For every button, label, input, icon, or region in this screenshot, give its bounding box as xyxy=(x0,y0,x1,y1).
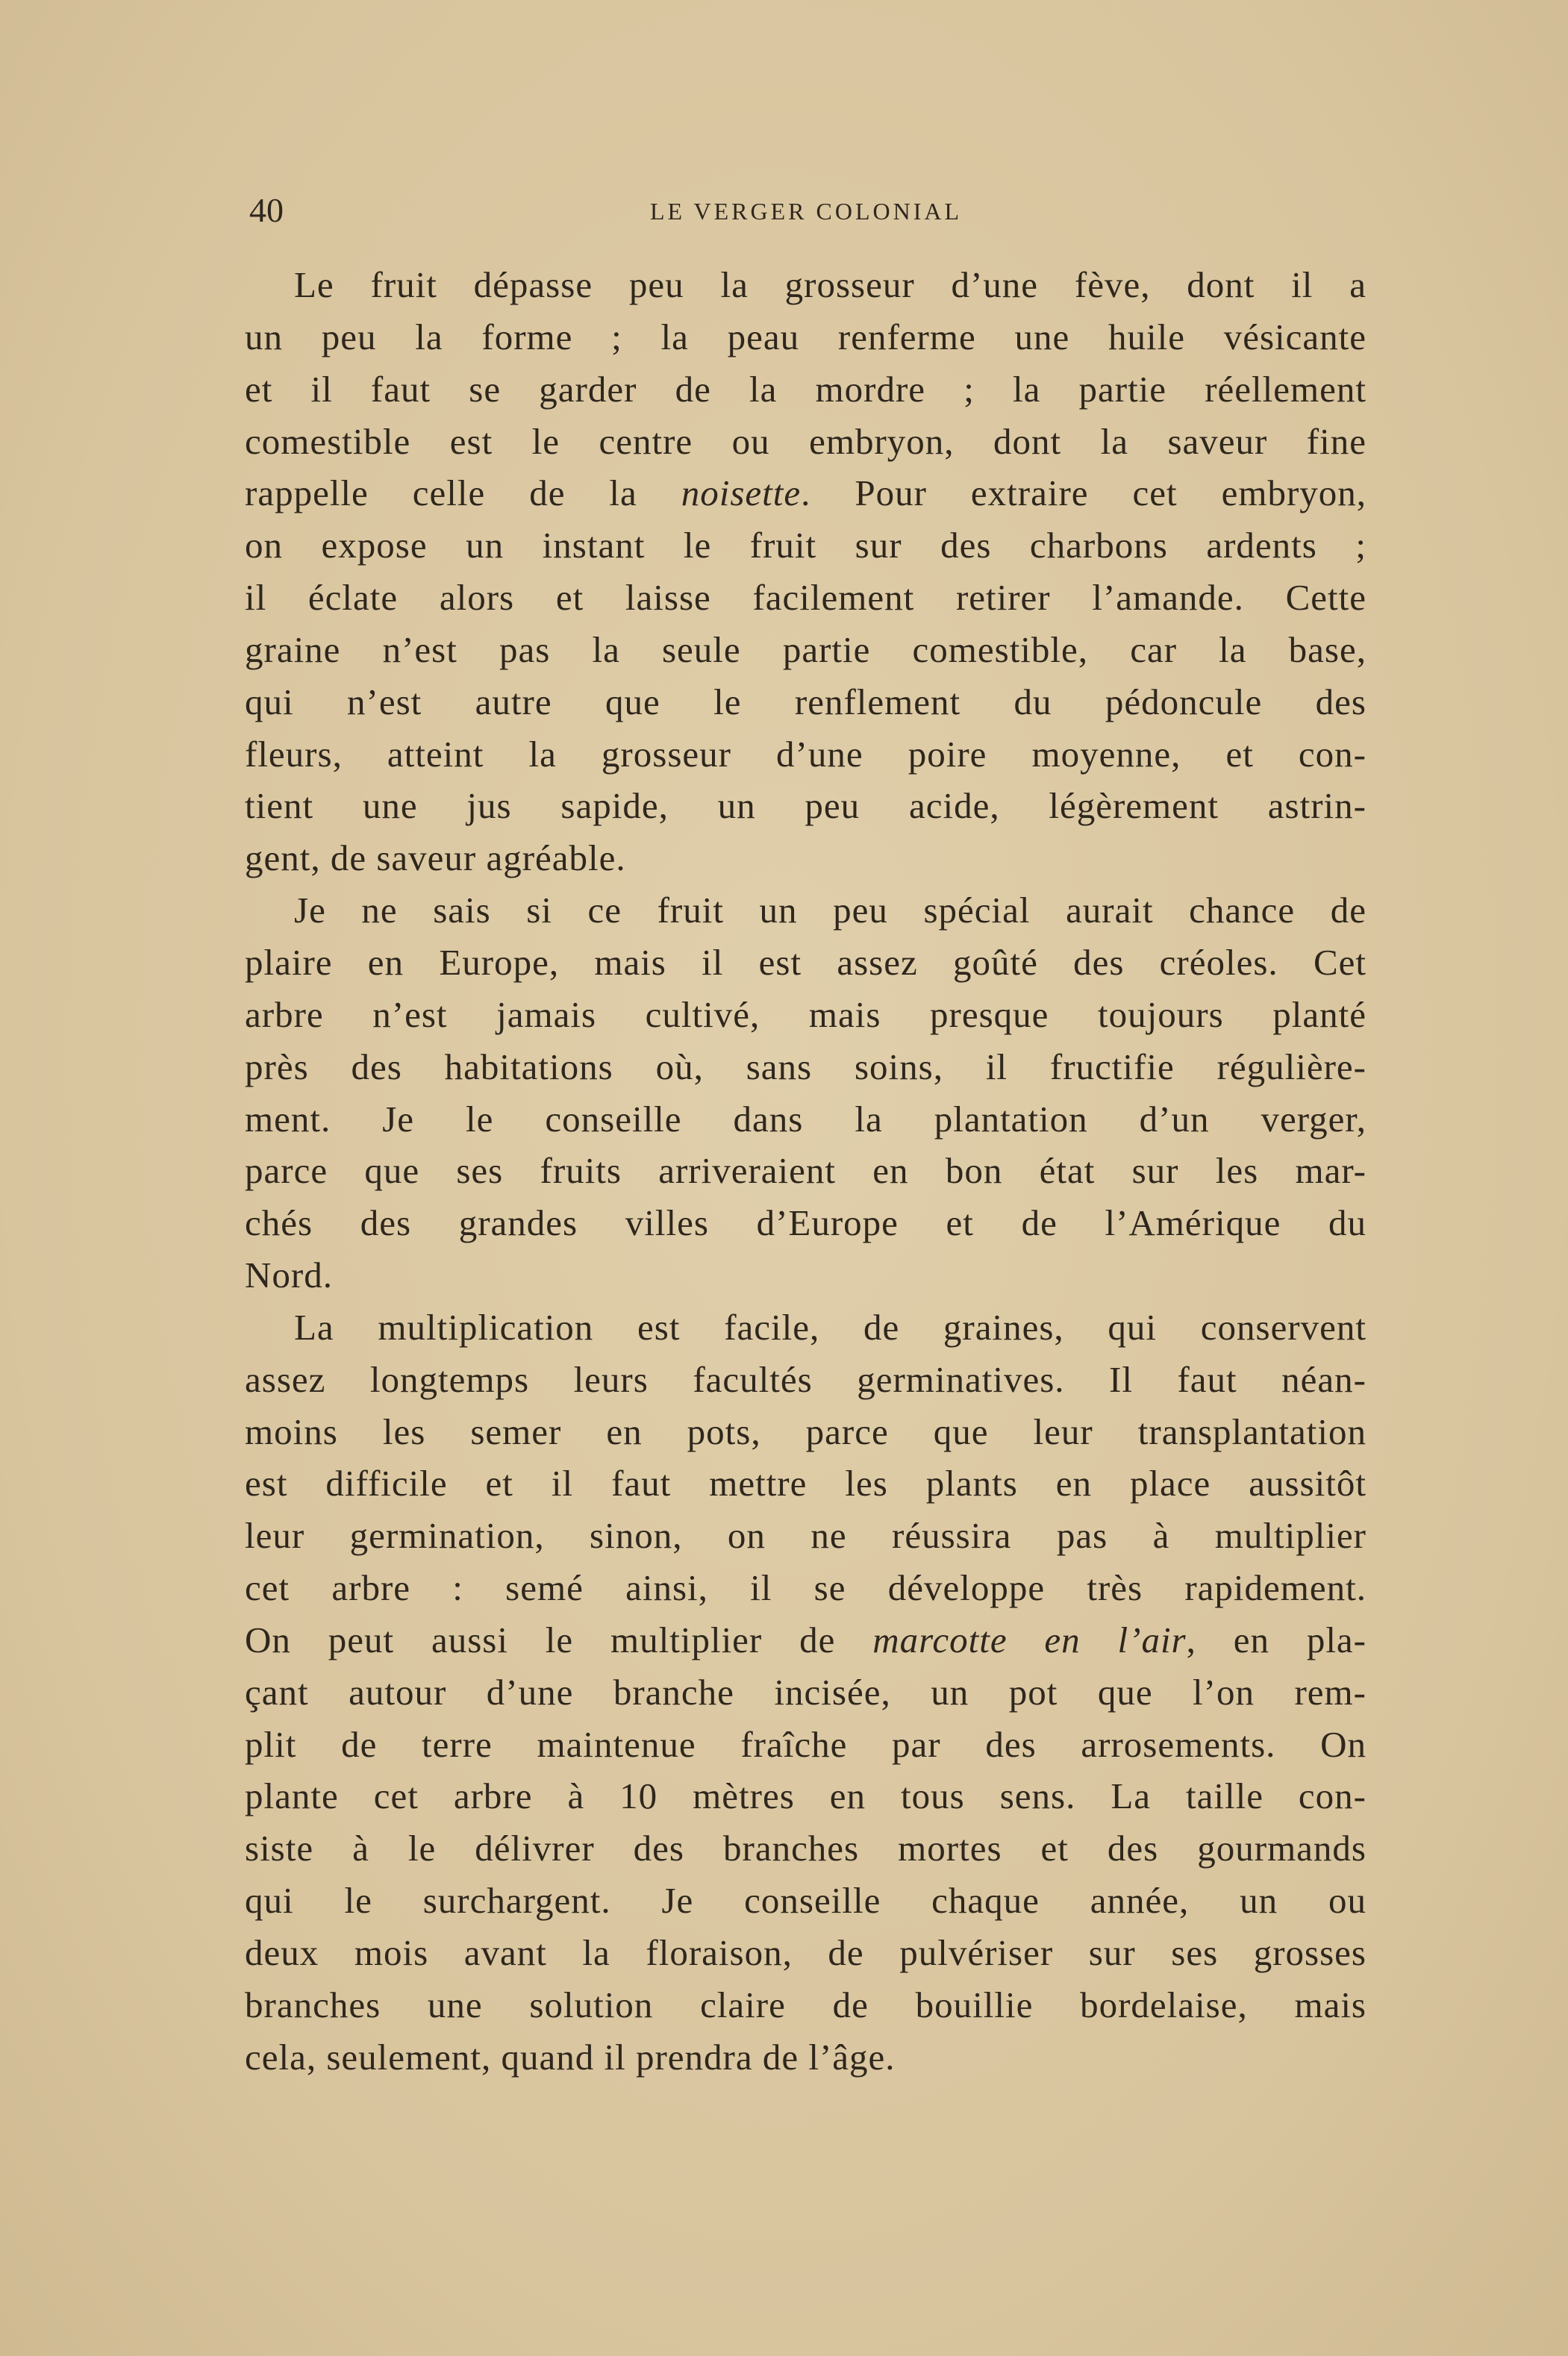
text-line xyxy=(245,519,1366,572)
text-segment: chés des grandes villes d’Europe et de l’Amérique du xyxy=(245,1202,1366,1244)
text-line xyxy=(245,884,1366,937)
text-line xyxy=(245,1562,1366,1614)
text-segment: fleurs, atteint la grosseur d’une poire moyenne, et con- xyxy=(245,733,1366,775)
text-segment: , en pla- xyxy=(1186,1619,1366,1660)
text-segment: parce que ses fruits arriveraient en bon état sur les mar- xyxy=(245,1150,1366,1192)
text-line xyxy=(245,416,1366,468)
text-segment: On peut aussi le multiplier de xyxy=(245,1619,873,1660)
text-line xyxy=(245,937,1366,989)
text-segment: Je ne sais si ce fruit un peu spécial aurait chance de xyxy=(294,890,1366,931)
text-line xyxy=(245,1457,1366,1510)
text-segment: La multiplication est facile, de graines, qui conservent xyxy=(294,1306,1366,1348)
text-segment: plaire en Europe, mais il est assez goûté des créoles. Cet xyxy=(245,941,1366,983)
text-line xyxy=(245,1510,1366,1562)
running-title: LE VERGER COLONIAL xyxy=(649,198,963,225)
text-segment: et il faut se garder de la mordre ; la partie réellement xyxy=(245,368,1366,410)
text-line xyxy=(245,1354,1366,1406)
text-segment: il éclate alors et laisse facilement retirer l’amande. Cette xyxy=(245,577,1366,619)
text-segment: est difficile et il faut mettre les plants en place aussitôt xyxy=(245,1463,1366,1504)
text-line xyxy=(245,311,1366,363)
text-line xyxy=(245,259,1366,311)
text-line xyxy=(245,989,1366,1041)
text-segment: qui n’est autre que le renflement du pédoncule des xyxy=(245,681,1366,722)
text-segment: moins les semer en pots, parce que leur transplantation xyxy=(245,1410,1366,1452)
text-segment: près des habitations où, sans soins, il fructifie régulière- xyxy=(245,1046,1366,1087)
page-number: 40 xyxy=(249,191,284,229)
text-line xyxy=(245,1927,1366,1979)
text-line xyxy=(245,832,1366,884)
text-line xyxy=(245,728,1366,781)
text-segment: arbre n’est jamais cultivé, mais presque toujours planté xyxy=(245,993,1366,1035)
text-line xyxy=(245,676,1366,728)
text-segment: qui le surchargent. Je conseille chaque année, un ou xyxy=(245,1880,1366,1922)
text-line xyxy=(245,2031,1366,2084)
text-segment: siste à le délivrer des branches mortes et des gourmands xyxy=(245,1828,1366,1869)
text-line xyxy=(245,1666,1366,1719)
text-segment: cet arbre : semé ainsi, il se développe très rapidement. xyxy=(245,1567,1366,1609)
text-line xyxy=(245,1302,1366,1354)
text-line xyxy=(245,1041,1366,1093)
text-line xyxy=(245,1145,1366,1197)
text-segment: gent, de saveur agréable. xyxy=(245,837,626,879)
text-segment: Nord. xyxy=(245,1254,333,1296)
text-segment: un peu la forme ; la peau renferme une huile vésicante xyxy=(245,316,1366,357)
text-line xyxy=(245,1770,1366,1822)
text-line xyxy=(245,1197,1366,1249)
text-line xyxy=(245,467,1366,519)
text-line xyxy=(245,1406,1366,1458)
text-segment: leur germination, sinon, on ne réussira pas à multiplier xyxy=(245,1515,1366,1557)
text-line xyxy=(245,363,1366,416)
text-segment: tient une jus sapide, un peu acide, légèrement astrin- xyxy=(245,785,1366,827)
text-line xyxy=(245,624,1366,676)
text-segment: graine n’est pas la seule partie comestible, car la base, xyxy=(245,628,1366,670)
text-segment: ment. Je le conseille dans la plantation d’un verger, xyxy=(245,1098,1366,1140)
text-segment: Le fruit dépasse peu la grosseur d’une fève, dont il a xyxy=(294,264,1366,305)
text-segment: branches une solution claire de bouillie bordelaise, mais xyxy=(245,1984,1366,2025)
text-line xyxy=(245,572,1366,624)
text-line xyxy=(245,1719,1366,1771)
text-segment: plit de terre maintenue fraîche par des arrosements. On xyxy=(245,1723,1366,1765)
italic-text: noisette xyxy=(681,472,802,514)
text-segment: plante cet arbre à 10 mètres en tous sens. La taille con- xyxy=(245,1775,1366,1817)
text-segment: comestible est le centre ou embryon, dont la saveur fine xyxy=(245,420,1366,462)
text-segment: deux mois avant la floraison, de pulvériser sur ses grosses xyxy=(245,1932,1366,1973)
text-line xyxy=(245,1875,1366,1927)
text-segment: on expose un instant le fruit sur des charbons ardents ; xyxy=(245,525,1366,566)
text-segment: rappelle celle de la xyxy=(245,472,681,514)
body-text xyxy=(245,259,1366,2084)
italic-text: marcotte en l’air xyxy=(872,1619,1187,1660)
text-segment: assez longtemps leurs facultés germinatives. Il faut néan- xyxy=(245,1358,1366,1400)
text-segment: cela, seulement, quand il prendra de l’âge. xyxy=(245,2036,896,2078)
text-line xyxy=(245,780,1366,832)
text-line xyxy=(245,1979,1366,2031)
text-segment: . Pour extraire cet embryon, xyxy=(801,472,1367,514)
text-line xyxy=(245,1822,1366,1875)
text-segment: çant autour d’une branche incisée, un pot que l’on rem- xyxy=(245,1671,1366,1713)
text-line xyxy=(245,1249,1366,1302)
text-line xyxy=(245,1614,1366,1666)
text-line xyxy=(245,1093,1366,1146)
